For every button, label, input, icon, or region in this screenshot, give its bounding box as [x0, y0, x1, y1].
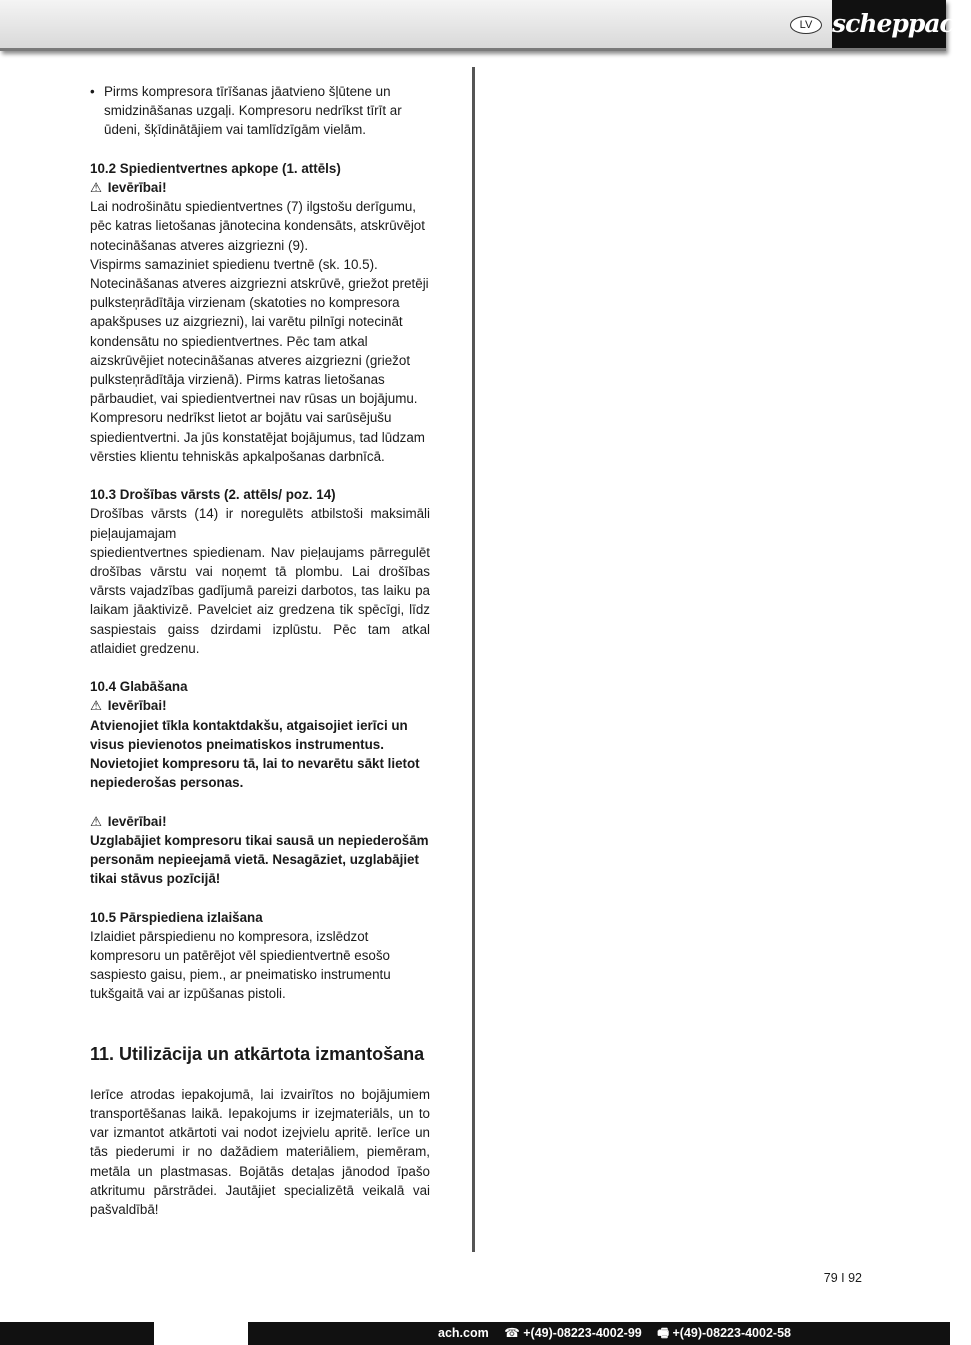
cleaning-bullet [90, 82, 430, 140]
warning-label: ⚠ Ievērībai! [90, 696, 430, 715]
bullet-dot: • [90, 84, 95, 99]
footer-phone: ☎ +(49)-08223-4002-99 [504, 1326, 642, 1340]
main-column [90, 82, 430, 1219]
section-11-heading: 11. Utilizācija un atkārtota izmantošana [90, 1043, 425, 1064]
section-10-2-paragraph-1: Lai nodrošinātu spiedientvertnes (7) ilgstošu derīgumu, pēc katras lietošanas jānotecina kondensāts, atskrūvējot notecināšanas atveres aizgriezni (9). [90, 199, 425, 253]
section-11-paragraph: Ierīce atrodas iepakojumā, lai izvairītos no bojājumiem transportēšanas laikā. Iepakojums ir izejmateriāls, un to var izmantot atkārtoti vai nodot izejvielu apritē. Ierīce un tās piederumi ir no dažādiem materiāliem, piemēram, metāla un plastmasas. Bojātās detaļas jānodod īpašo atkritumu pārstrādei. Jautājiet specializētā veikalā vai pašvaldībā! [90, 1086, 430, 1218]
warning-label: ⚠ Ievērībai! [90, 178, 430, 197]
section-10-2-paragraph-2: Vispirms samaziniet spiedienu tvertnē (sk. 10.5). [90, 256, 378, 272]
footer-website: ach.com [438, 1326, 489, 1340]
bullet-text: Pirms kompresora tīrīšanas jāatvieno šļūtene un smidzināšanas uzgaļi. Kompresoru nedrīkst tīrīt ar ūdeni, šķīdinātājiem vai tamlīdzīgām vielām. [104, 84, 402, 138]
section-10-2-paragraph-4: Kompresoru nedrīkst lietot ar bojātu vai sarūsējušu spiedientvertni. Ja jūs konstatējat bojājumus, tad lūdzam vērsties klientu tehniskās apkalpošanas darbnīcā. [90, 410, 425, 464]
column-divider [472, 67, 475, 1252]
warning-icon: ⚠ [90, 180, 103, 195]
footer-contact [438, 1322, 803, 1345]
language-badge: LV [790, 16, 822, 34]
page-number: 79 I 92 [823, 1271, 862, 1285]
section-10-4-heading: 10.4 Glabāšana [90, 679, 188, 695]
section-10-3-heading: 10.3 Drošības vārsts (2. attēls/ poz. 14) [90, 487, 336, 503]
section-10-3-paragraph-1: Drošības vārsts (14) ir noregulēts atbilstoši maksimāli pieļaujamajam [90, 506, 430, 541]
brand-logo: scheppach [832, 0, 946, 48]
warning-label: ⚠ Ievērībai! [90, 812, 430, 831]
section-10-4-warning-1: Atvienojiet tīkla kontaktdakšu, atgaisojiet ierīci un visus pievienotos pneimatiskos instrumentus. Novietojiet kompresoru tā, lai to nevarētu sākt lietot nepiederošas personas. [90, 717, 420, 791]
warning-icon: ⚠ [90, 698, 103, 714]
footer-fax: 🖷 +(49)-08223-4002-58 [657, 1326, 791, 1340]
section-10-2-heading: 10.2 Spiedientvertnes apkope (1. attēls) [90, 160, 341, 176]
page-header [0, 0, 971, 51]
warning-icon: ⚠ [90, 813, 103, 829]
section-10-5-paragraph: Izlaidiet pārspiedienu no kompresora, izslēdzot kompresoru un patērējot vēl spiedientvertnē esošo saspiesto gaisu, piem., ar pneimatisko instrumentu tukšgaitā vai ar izpūšanas pistoli. [90, 928, 391, 1002]
section-10-3-paragraph-2: spiedientvertnes spiedienam. Nav pieļaujams pārregulēt drošības vārstu vai noņemt tā plombu. Lai drošības vārsts vajadzības gadījumā pareizi darbotos, tas laiku pa laikam jāaktivizē. Pavelciet aiz gredzena tik spēcīgi, līdz saspiestais gaiss dzirdami izplūstu. Pēc tam atkal atlaidiet gredzenu. [90, 544, 430, 656]
footer-bar-left [0, 1322, 154, 1345]
section-10-4-warning-2: Uzglabājiet kompresoru tikai sausā un nepiederošām personām nepieejamā vietā. Nesagāziet, uzglabājiet tikai stāvus pozīcijā! [90, 832, 429, 887]
section-10-2-paragraph-3: Notecināšanas atveres aizgriezni atskrūvē, griežot pretēji pulksteņrādītāja virzienam (skatoties no kompresora apakšpuses uz aizgriezni), lai varētu pilnīgi notecināt kondensātu no spiedientvertnes. Pēc tam atkal aizskrūvējiet notecināšanas atveres aizgriezni (griežot pulksteņrādītāja virzienā). Pirms katras lietošanas pārbaudiet, vai spiedientvertnei nav rūsas un bojājumu. [90, 276, 429, 407]
section-10-5-heading: 10.5 Pārspiediena izlaišana [90, 909, 263, 925]
